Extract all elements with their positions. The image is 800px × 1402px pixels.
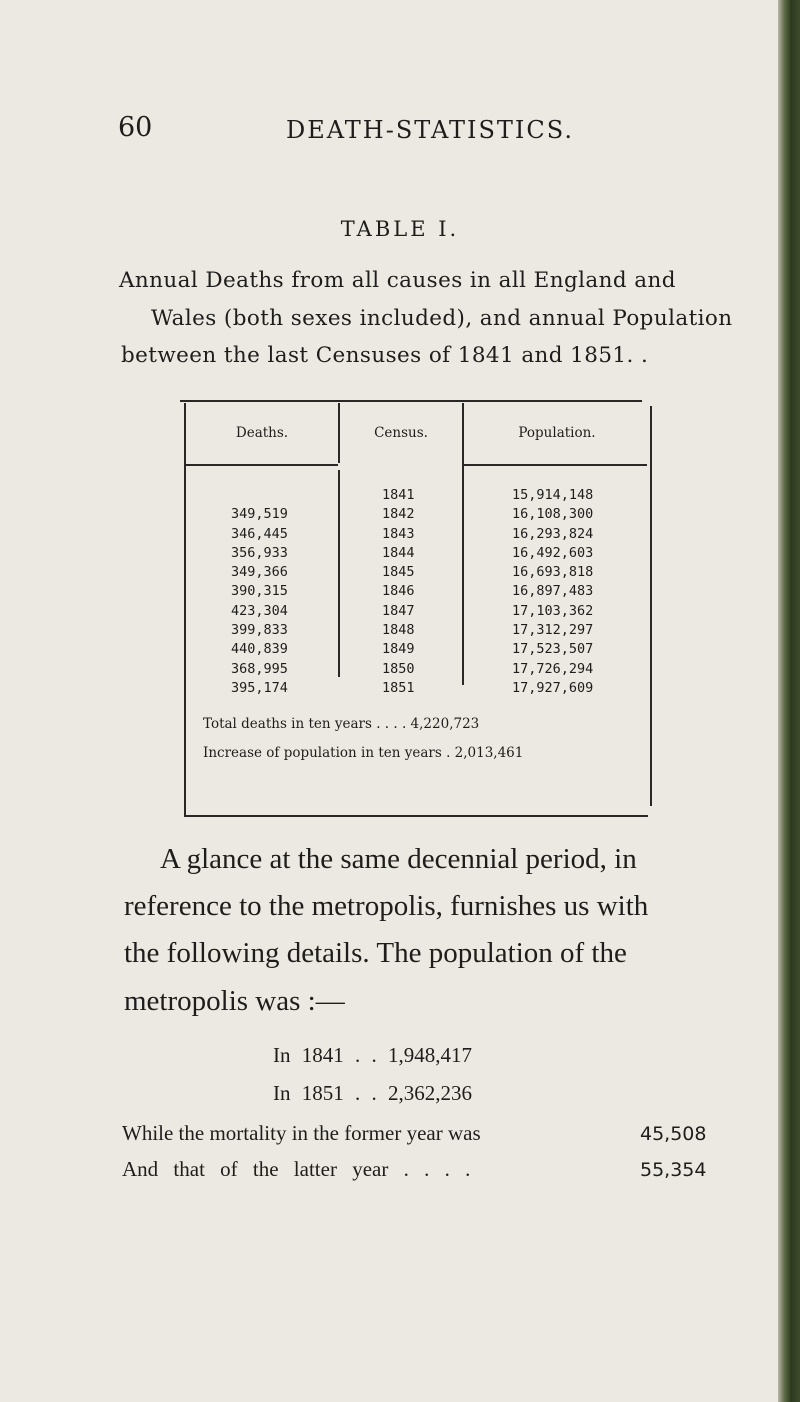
table-cell: 1846: [382, 583, 415, 600]
table-cell: 399,833: [231, 622, 288, 639]
table-cell: 17,927,609: [512, 679, 594, 696]
population-increase-line: Increase of population in ten years . 2,013,461: [203, 745, 524, 761]
table-label: TABLE I.: [340, 217, 460, 241]
running-head: DEATH-STATISTICS.: [286, 116, 574, 144]
census-column: [382, 486, 415, 698]
table-cell: 349,366: [231, 564, 288, 581]
table-cell: 440,839: [231, 641, 288, 658]
table-cell: 15,914,148: [512, 487, 594, 503]
table-cell: [231, 486, 288, 505]
table-cell: 1851: [382, 679, 415, 696]
table-caption-line: Wales (both sexes included), and annual Population: [151, 306, 733, 331]
column-rule: [462, 403, 464, 685]
table-cell: 395,174: [231, 679, 288, 696]
table-cell: 16,293,824: [512, 525, 594, 542]
table-cell: 1845: [382, 564, 415, 581]
total-deaths-line: Total deaths in ten years . . . . 4,220,723: [203, 716, 480, 732]
body-paragraph-line: the following details. The population of the: [124, 937, 627, 969]
mortality-former-value: 45,508: [640, 1123, 707, 1145]
body-paragraph-line: reference to the metropolis, furnishes us with: [124, 890, 649, 922]
column-rule: [338, 470, 340, 677]
header-rule: [462, 464, 647, 466]
mortality-latter-label: And that of the latter year . . . .: [122, 1157, 471, 1181]
body-paragraph-line: metropolis was :—: [124, 985, 345, 1017]
header-rule: [186, 464, 338, 466]
body-paragraph-line: A glance at the same decennial period, in: [160, 843, 637, 875]
deaths-column: [231, 486, 288, 698]
table-cell: 390,315: [231, 583, 288, 600]
table-cell: 16,693,818: [512, 564, 594, 581]
table-cell: 17,523,507: [512, 641, 594, 658]
table-cell: 1849: [382, 641, 415, 658]
table-caption-line: Annual Deaths from all causes in all England and: [119, 268, 676, 293]
table-cell: 1841: [382, 487, 415, 503]
mortality-former-label: While the mortality in the former year was: [122, 1121, 481, 1145]
table-caption-line: between the last Censuses of 1841 and 1851. .: [121, 343, 649, 368]
page-edge-shadow: [778, 0, 800, 1402]
table-cell: 1843: [382, 525, 415, 542]
population-column: [512, 486, 593, 698]
table-cell: 356,933: [231, 544, 288, 561]
column-header-deaths: Deaths.: [235, 425, 289, 441]
table-top-rule: [180, 400, 642, 402]
table-cell: 346,445: [231, 525, 288, 542]
table-cell: 16,108,300: [512, 506, 594, 523]
population-1841-line: In 1841 . . 1,948,417: [273, 1043, 472, 1067]
table-cell: 423,304: [231, 602, 288, 619]
table-cell: 1850: [382, 660, 415, 677]
table-cell: 16,492,603: [512, 544, 594, 561]
table-cell: 349,519: [231, 506, 288, 523]
population-1851-line: In 1851 . . 2,362,236: [273, 1081, 472, 1105]
column-header-census: Census.: [374, 425, 428, 441]
table-cell: 1844: [382, 544, 415, 561]
page-number: 60: [118, 112, 153, 143]
mortality-latter-value: 55,354: [640, 1159, 707, 1181]
table-cell: 17,103,362: [512, 602, 594, 619]
table-cell: 1848: [382, 622, 415, 639]
table-cell: 17,726,294: [512, 660, 594, 677]
table-cell: 1847: [382, 602, 415, 619]
table-cell: 1842: [382, 506, 415, 523]
table-cell: 17,312,297: [512, 622, 594, 639]
table-cell: 368,995: [231, 660, 288, 677]
table-bottom-rule: [186, 815, 648, 817]
table-right-rule: [650, 406, 652, 806]
table-cell: 16,897,483: [512, 583, 594, 600]
column-header-population: Population.: [518, 425, 596, 441]
